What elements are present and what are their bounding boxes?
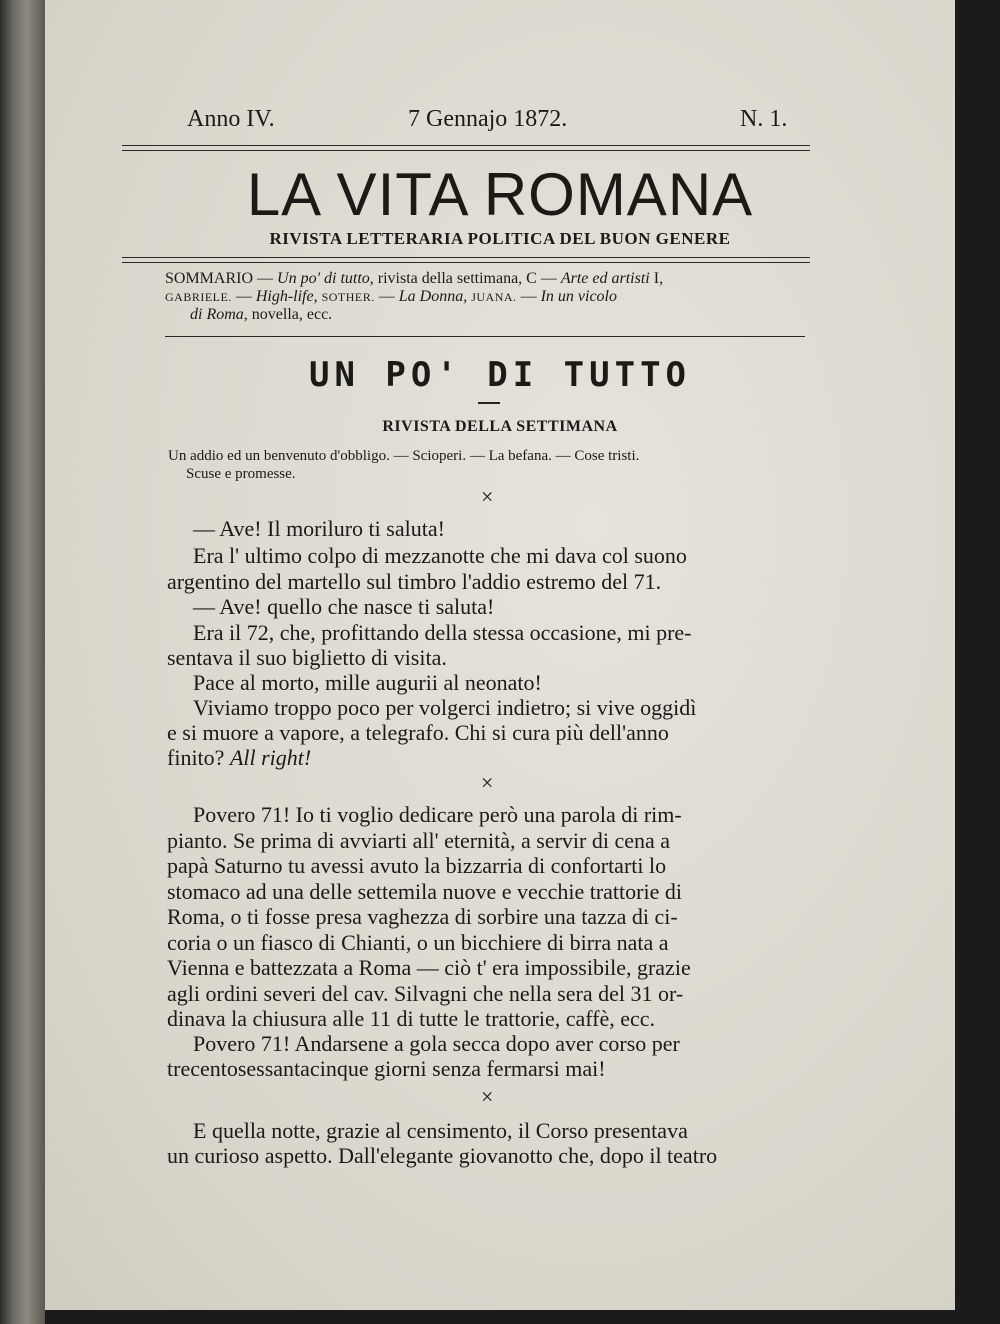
section-dash bbox=[478, 402, 500, 404]
body-line: Povero 71! Io ti voglio dedicare però una parola di rim- bbox=[193, 802, 682, 827]
body-line: sentava il suo biglietto di visita. bbox=[167, 645, 447, 670]
body-line: argentino del martello sul timbro l'addio estremo del 71. bbox=[167, 569, 662, 594]
summary-line-2: Scuse e promesse. bbox=[186, 466, 296, 482]
body-line: un curioso aspetto. Dall'elegante giovanotto che, dopo il teatro bbox=[167, 1143, 718, 1168]
body-line: e si muore a vapore, a telegrafo. Chi si cura più dell'anno bbox=[167, 720, 669, 745]
body-line: finito? All right! bbox=[167, 745, 312, 770]
body-line: papà Saturno tu avessi avuto la bizzarria di confortarti lo bbox=[167, 853, 667, 878]
issue-number: N. 1. bbox=[740, 106, 788, 132]
body-line: E quella notte, grazie al censimento, il Corso presentava bbox=[193, 1118, 688, 1143]
body-line: stomaco ad una delle settemila nuove e vecchie trattorie di bbox=[167, 879, 682, 904]
body-line: Era il 72, che, profittando della stessa occasione, mi pre- bbox=[193, 620, 692, 645]
book-binding-edge bbox=[0, 0, 45, 1324]
sommario-line-1: SOMMARIO — Un po' di tutto, rivista della settimana, C — Arte ed artisti I, bbox=[165, 270, 664, 287]
body-line: Roma, o ti fosse presa vaghezza di sorbire una tazza di ci- bbox=[167, 904, 678, 929]
issue-date: 7 Gennajo 1872. bbox=[408, 106, 568, 132]
masthead-rule-top bbox=[122, 257, 810, 258]
body-line: — Ave! quello che nasce ti saluta! bbox=[193, 594, 495, 619]
header-rule-bottom bbox=[122, 150, 810, 151]
body-line: dinava la chiusura alle 11 di tutte le trattorie, caffè, ecc. bbox=[167, 1006, 656, 1031]
section-title: UN PO' DI TUTTO bbox=[308, 355, 692, 395]
body-line: trecentosessantacinque giorni senza fermarsi mai! bbox=[167, 1056, 606, 1081]
masthead-title: LA VITA ROMANA bbox=[246, 161, 754, 228]
separator-1: × bbox=[481, 484, 494, 509]
body-line: Vienna e battezzata a Roma — ciò t' era impossibile, grazie bbox=[167, 955, 691, 980]
body-line: coria o un fiasco di Chianti, o un bicchiere di birra nata a bbox=[167, 930, 669, 955]
body-line: Povero 71! Andarsene a gola secca dopo aver corso per bbox=[193, 1031, 680, 1056]
body-line: — Ave! Il moriluro ti saluta! bbox=[193, 516, 445, 541]
masthead-subtitle: RIVISTA LETTERARIA POLITICA DEL BUON GENERE bbox=[269, 229, 731, 248]
body-line: agli ordini severi del cav. Silvagni che nella sera del 31 or- bbox=[167, 981, 684, 1006]
body-line: pianto. Se prima di avviarti all' eternità, a servir di cena a bbox=[167, 828, 671, 853]
summary-line-1: Un addio ed un benvenuto d'obbligo. — Scioperi. — La befana. — Cose tristi. bbox=[168, 448, 640, 464]
sommario-line-3: di Roma, novella, ecc. bbox=[190, 306, 333, 323]
header-rule-top bbox=[122, 145, 810, 146]
body-line: Viviamo troppo poco per volgerci indietro; si vive oggidì bbox=[193, 695, 697, 720]
masthead-rule-bottom bbox=[122, 262, 810, 263]
section-heading: RIVISTA DELLA SETTIMANA bbox=[382, 418, 618, 435]
sommario-rule bbox=[165, 336, 805, 337]
separator-2: × bbox=[481, 770, 494, 795]
body-line: Era l' ultimo colpo di mezzanotte che mi dava col suono bbox=[193, 543, 687, 568]
separator-3: × bbox=[481, 1084, 494, 1109]
issue-volume: Anno IV. bbox=[187, 106, 275, 132]
sommario-line-2: GABRIELE. — High-life, SOTHER. — La Donna, JUANA. — In un vicolo bbox=[165, 288, 617, 305]
body-line: Pace al morto, mille augurii al neonato! bbox=[193, 670, 542, 695]
